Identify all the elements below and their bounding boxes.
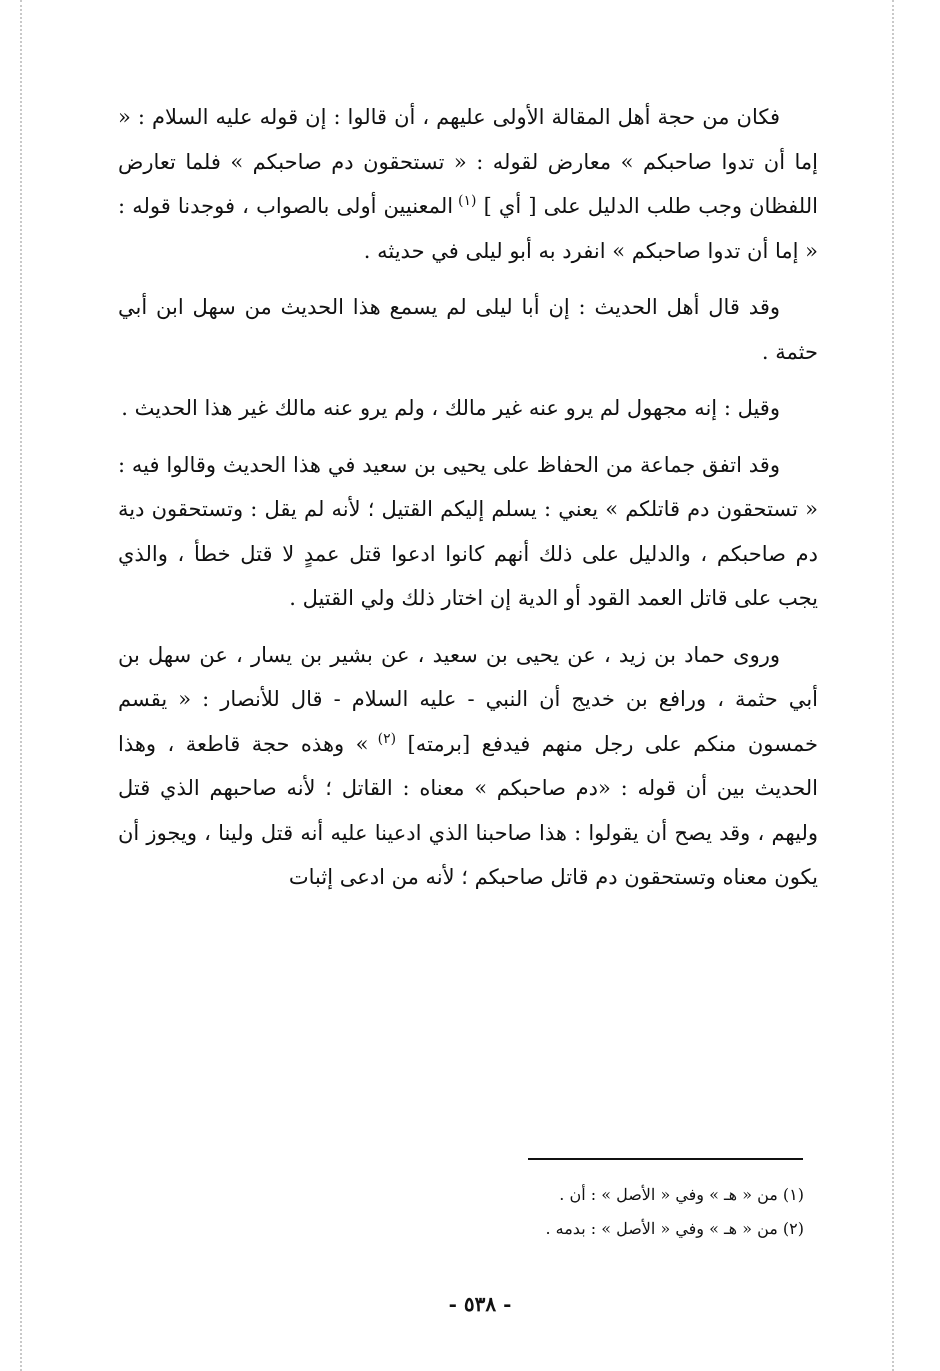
scan-edge-right xyxy=(892,0,894,1371)
page-number: - ٥٣٨ - xyxy=(448,1292,512,1316)
line: الدية إن اختار ذلك ولي القتيل . xyxy=(289,586,559,610)
line: وقد قال أهل الحديث : إن أبا ليلى لم يسمع هذا الحديث من سهل xyxy=(183,295,780,319)
paragraph-1 xyxy=(118,95,818,273)
line: صاحبكم » فلما تعارض اللفظان وجب طلب الدليل على [ أي ] xyxy=(118,149,818,218)
line: فكان من حجة أهل المقالة الأولى عليهم ، أن قالوا : إن قوله عليه xyxy=(208,105,780,129)
line: السلام : « إما أن تدوا صاحبكم » معارض لقوله : « تستحقون دم xyxy=(118,105,818,174)
paragraph-3 xyxy=(118,386,818,431)
paragraph-2 xyxy=(118,285,818,374)
paragraph-4 xyxy=(118,443,818,621)
footnote-1: (١) من « هـ » وفي « الأصل » : أن . xyxy=(559,1185,804,1204)
text-segment: » وهذه حجة قاطعة ، وهذا الحديث بين أن قوله : «دم صاحبكم » معناه : القاتل ؛ لأنه صاحبهم الذي قتل وليهم ، وقد يصح أن يقولوا : هذا صاحبنا الذي ادعينا عليه أنه قتل ولينا ، ويجوز أن يكون معناه وتستحقون دم قاتل صاحبكم ؛ لأنه من ادعى إثبات xyxy=(118,731,818,889)
line: ادعوا قتل عمدٍ لا قتل خطأ ، والذي يجب على قاتل العمد القود أو xyxy=(118,541,818,610)
paragraph-5 xyxy=(118,633,818,900)
line: وقيل : إنه مجهول لم يرو عنه غير مالك ، ولم يرو عنه مالك غير xyxy=(232,396,780,420)
line: المعنيين أولى بالصواب ، فوجدنا قوله : « إما أن تدوا صاحبكم » xyxy=(118,194,818,263)
footnote-ref-2[interactable]: (٢) xyxy=(368,730,397,747)
line: ابن أبي حثمة . xyxy=(118,295,818,364)
line: لم يقل : وتستحقون دية دم صاحبكم ، والدليل على ذلك أنهم كانوا xyxy=(118,497,818,566)
line: وقد اتفق جماعة من الحفاظ على يحيى بن سعيد في هذا الحديث xyxy=(216,452,780,477)
line: وقالوا فيه : « تستحقون دم قاتلكم » يعني : يسلم إليكم القتيل ؛ لأنه xyxy=(118,452,819,521)
text-segment: وروى حماد بن زيد ، عن يحيى بن سعيد ، عن بشير بن يسار ، عن سهل بن أبي حثمة ، ورافع بن خديج أن النبي - عليه السلام - قال للأنصار : « يقسم خمسون منكم على رجل منهم فيدفع [برمته] xyxy=(118,642,818,756)
line: هذا الحديث . xyxy=(121,396,233,420)
footnotes xyxy=(420,1178,804,1246)
footnote-ref-1[interactable]: (١) xyxy=(453,193,477,209)
scan-edge-left xyxy=(20,0,22,1371)
footnote-2: (٢) من « هـ » وفي « الأصل » : بدمه . xyxy=(545,1219,804,1238)
main-text xyxy=(118,95,818,912)
footnote-divider xyxy=(528,1158,803,1160)
line: انفرد به أبو ليلى في حديثه . xyxy=(363,238,606,263)
